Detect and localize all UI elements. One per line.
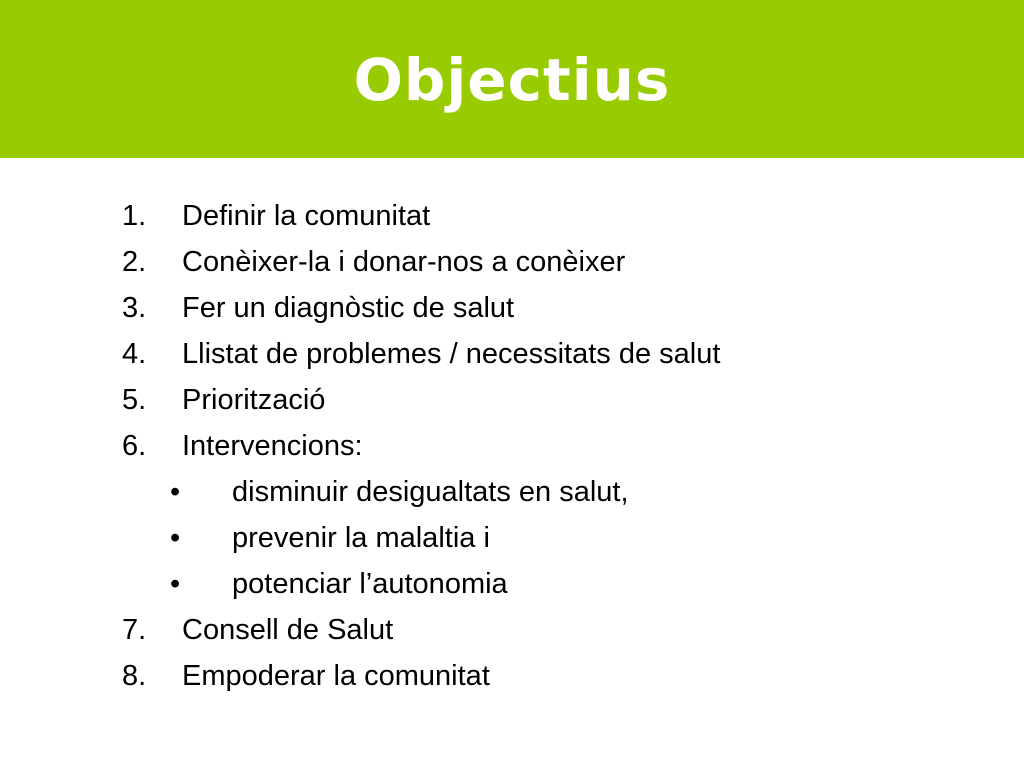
item-text: Definir la comunitat: [182, 200, 431, 232]
item-number: 3.: [122, 292, 147, 324]
item-number: 1.: [122, 200, 147, 232]
item-text: Priorització: [182, 384, 326, 416]
item-text: Intervencions:: [182, 430, 363, 462]
item-text: disminuir desigualtats en salut,: [232, 476, 629, 508]
slide-title: Objectius: [353, 46, 671, 114]
item-number: 2.: [122, 246, 147, 278]
item-text: potenciar l’autonomia: [232, 568, 508, 600]
bullet-icon: •: [170, 476, 181, 508]
item-number: 7.: [122, 614, 147, 646]
item-number: 4.: [122, 338, 147, 370]
item-text: Conèixer-la i donar-nos a conèixer: [182, 246, 626, 278]
item-text: Consell de Salut: [182, 614, 394, 646]
item-text: Empoderar la comunitat: [182, 660, 490, 692]
item-number: 8.: [122, 660, 147, 692]
item-text: prevenir la malaltia i: [232, 522, 490, 554]
bullet-icon: •: [170, 568, 181, 600]
item-text: Llistat de problemes / necessitats de salut: [182, 338, 721, 370]
item-text: Fer un diagnòstic de salut: [182, 292, 515, 324]
bullet-icon: •: [170, 522, 181, 554]
item-number: 5.: [122, 384, 147, 416]
item-number: 6.: [122, 430, 147, 462]
